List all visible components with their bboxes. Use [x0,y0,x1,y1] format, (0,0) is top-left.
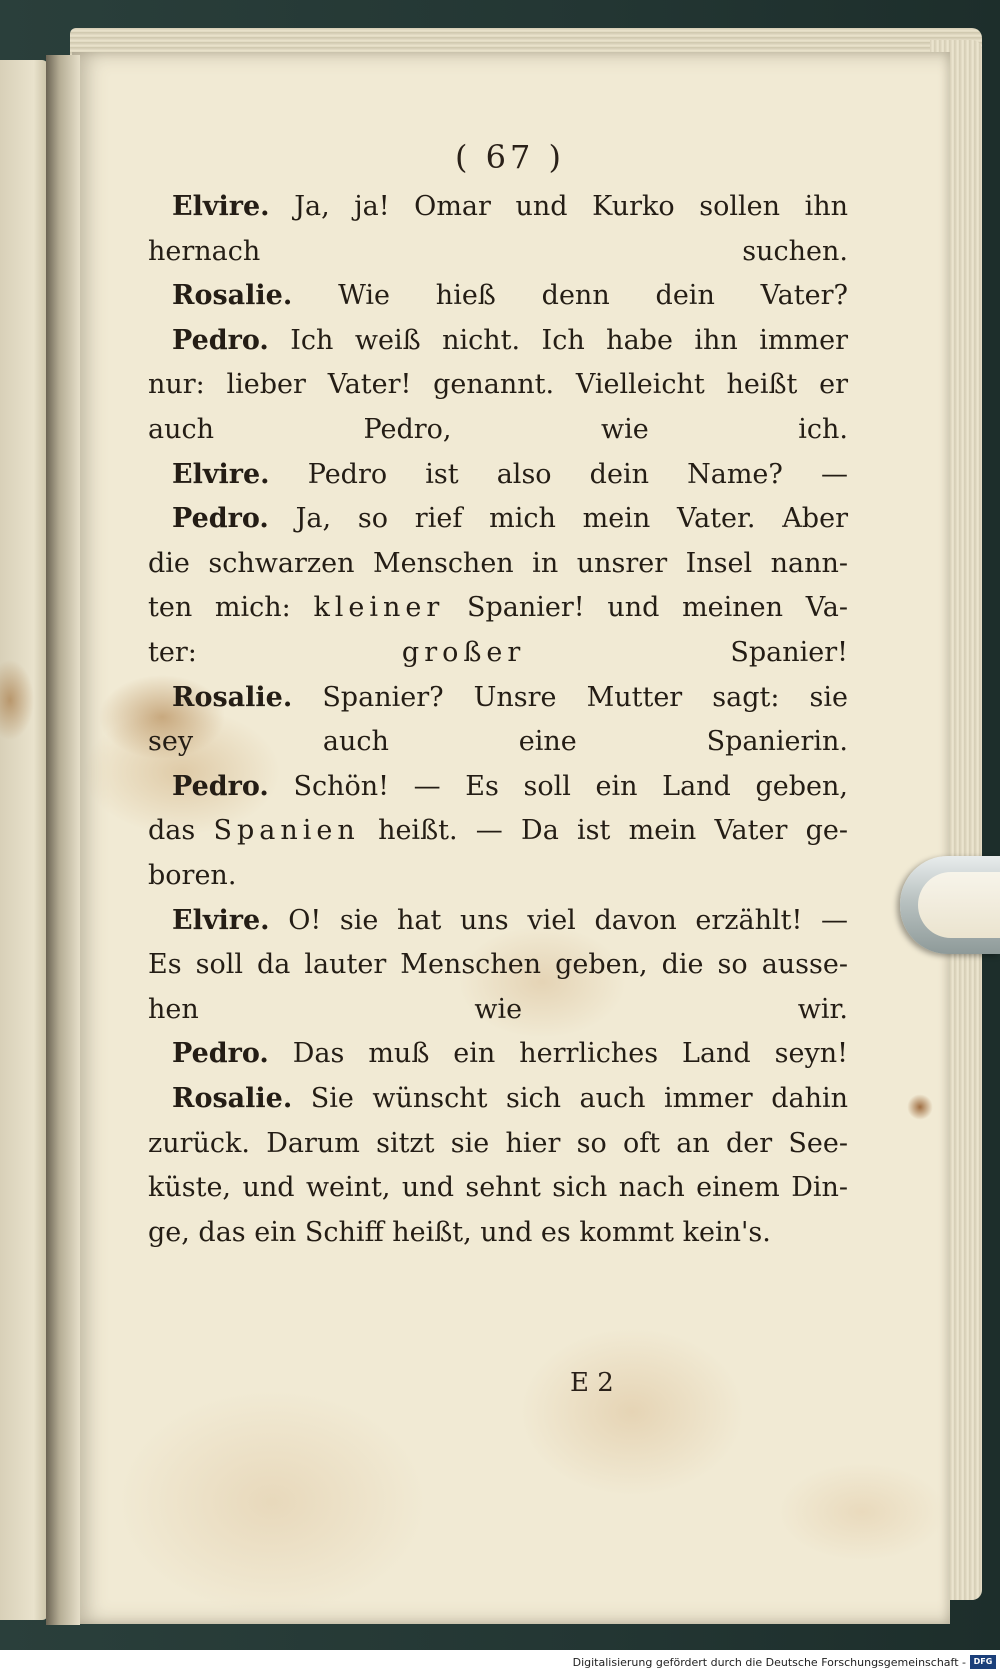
line-text: ten mich: [148,592,291,623]
text-line [172,458,848,492]
text-line [172,190,848,224]
line-text: Spanier? Unsre Mutter sagt: sie [322,682,848,713]
speaker-name: Elvire. [172,459,270,490]
speaker-name: Pedro. [172,771,269,802]
emphasized-word: Spanien [213,815,360,846]
text-line [148,1127,848,1161]
text-line [172,324,848,358]
left-page-edge [0,60,48,1620]
text-line [172,1082,848,1116]
emphasized-word: großer [401,637,526,668]
line-text: küste, und weint, und sehnt sich nach einem Din- [148,1172,848,1203]
line-text: Pedro ist also dein Name? — [307,459,848,490]
line-text: zurück. Darum sitzt sie hier so oft an der See- [148,1128,848,1159]
text-line [148,413,848,447]
text-line [148,859,848,893]
line-text: Ja, ja! Omar und Kurko sollen ihn [294,191,848,222]
text-line [148,725,848,759]
line-text: Schön! — Es soll ein Land geben, [293,771,848,802]
line-text: hen wie wir. [148,994,848,1025]
speaker-name: Rosalie. [172,1083,293,1114]
line-text: Ja, so rief mich mein Vater. Aber [295,503,848,534]
speaker-name: Pedro. [172,325,269,356]
text-line [148,591,848,625]
line-text-rest: Spanier! [730,637,848,668]
text-line [148,1171,848,1205]
speaker-name: Pedro. [172,503,269,534]
line-text: Ich weiß nicht. Ich habe ihn immer [290,325,848,356]
line-text: Das muß ein herrliches Land seyn! [292,1038,848,1069]
text-line [148,948,848,982]
line-text: das [148,815,196,846]
page-number: ( 67 ) [454,138,566,176]
text-line [148,235,848,269]
speaker-name: Elvire. [172,191,270,222]
page-clip-opening [918,872,1000,938]
line-text: auch Pedro, wie ich. [148,414,848,445]
text-line [148,636,848,670]
text-line [148,547,848,581]
line-text: hernach suchen. [148,236,848,267]
text-line [172,279,848,313]
text-line [172,904,848,938]
line-text-rest: heißt. — Da ist mein Vater ge- [378,815,848,846]
text-line [172,770,848,804]
line-text: die schwarzen Menschen in unsrer Insel nann- [148,548,848,579]
speaker-name: Rosalie. [172,682,293,713]
speaker-name: Elvire. [172,905,270,936]
left-page-stain [0,640,40,760]
line-text: boren. [148,860,237,891]
text-line [172,502,848,536]
text-line [148,814,848,848]
line-text: O! sie hat uns viel davon erzählt! — [288,905,849,936]
speaker-name: Pedro. [172,1038,269,1069]
printer-signature: E 2 [570,1368,614,1398]
text-line [148,368,848,402]
line-text: Sie wünscht sich auch immer dahin [310,1083,848,1114]
speaker-name: Rosalie. [172,280,293,311]
text-line [148,993,848,1027]
line-text: ge, das ein Schiff heißt, und es kommt kein's. [148,1217,771,1248]
line-text: Wie hieß denn dein Vater? [338,280,848,311]
line-text: ter: [148,637,197,668]
text-line [172,681,848,715]
dfg-logo: DFG [970,1655,996,1669]
line-text: sey auch eine Spanierin. [148,726,848,757]
text-line [172,1037,848,1071]
book-gutter [46,55,80,1625]
line-text: Es soll da lauter Menschen geben, die so ausse- [148,949,848,980]
footer-credit: Digitalisierung gefördert durch die Deutsche Forschungsgemeinschaft - [572,1656,966,1669]
line-text-rest: Spanier! und meinen Va- [467,592,848,623]
line-text: nur: lieber Vater! genannt. Vielleicht heißt er [148,369,848,400]
emphasized-word: kleiner [313,592,445,623]
text-line [148,1216,848,1250]
